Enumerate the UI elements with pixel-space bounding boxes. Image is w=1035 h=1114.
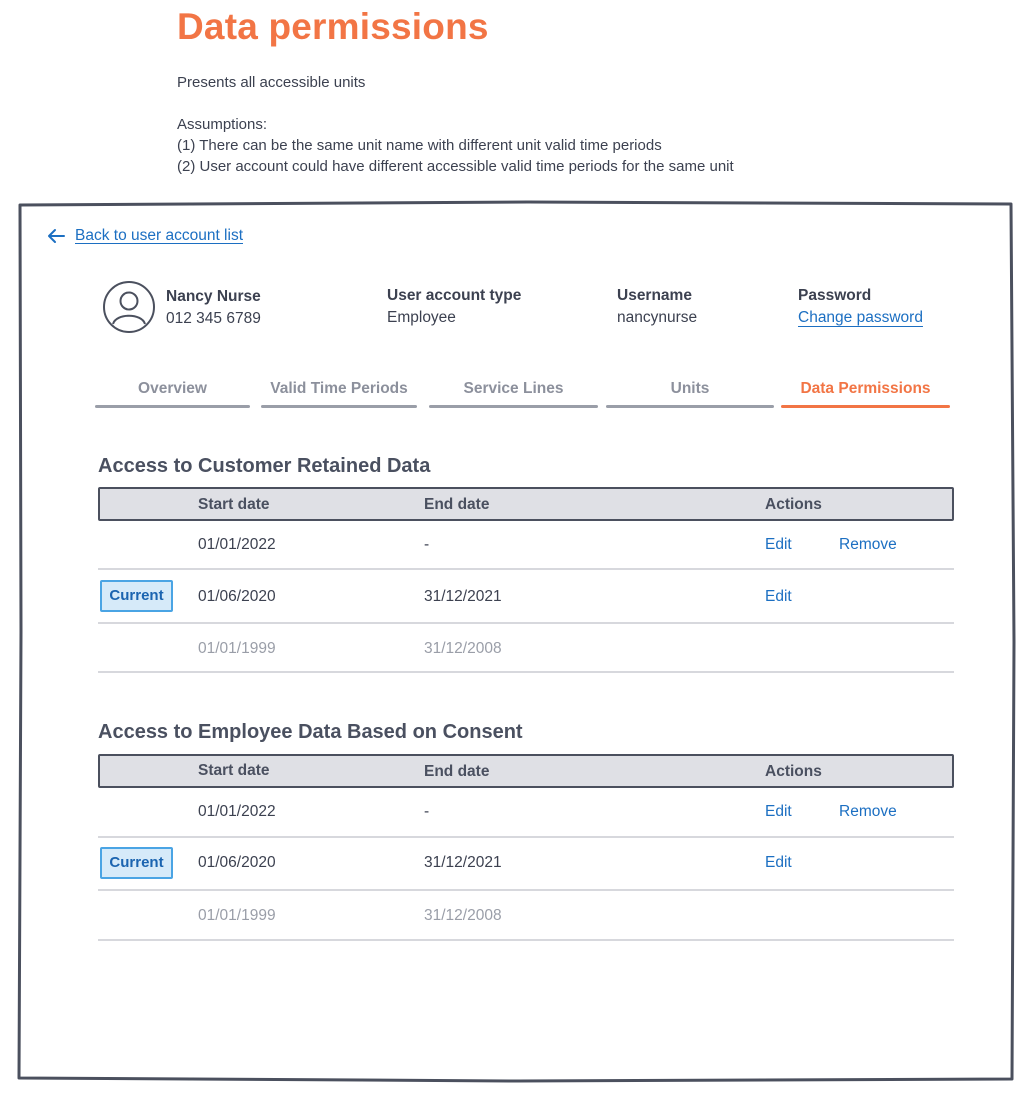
column-start-date: Start date <box>198 496 270 513</box>
section-title-employee-data-consent: Access to Employee Data Based on Consent <box>98 721 523 743</box>
start-date: 01/01/2022 <box>198 536 276 553</box>
table-row <box>98 570 954 624</box>
tab-underline <box>781 405 950 408</box>
tab-label: Data Permissions <box>800 380 931 397</box>
edit-button[interactable]: Edit <box>765 854 792 871</box>
start-date: 01/01/2022 <box>198 803 276 820</box>
tab-label: Overview <box>138 380 207 397</box>
arrow-left-icon <box>46 228 66 244</box>
tab-underline <box>429 405 598 408</box>
account-type-label: User account type <box>387 287 522 304</box>
edit-button[interactable]: Edit <box>765 803 792 820</box>
tab-underline <box>606 405 774 408</box>
account-type-value: Employee <box>387 309 456 326</box>
user-identity <box>166 286 261 330</box>
table-header <box>98 487 954 521</box>
table-row <box>98 788 954 838</box>
tab-underline <box>261 405 417 408</box>
current-badge: Current <box>100 847 173 879</box>
user-phone: 012 345 6789 <box>166 310 261 327</box>
back-link-label[interactable]: Back to user account list <box>75 227 243 244</box>
password-label: Password <box>798 287 872 304</box>
page-title: Data permissions <box>177 6 489 47</box>
tab-bar <box>95 379 951 409</box>
column-actions: Actions <box>765 496 822 513</box>
table-header <box>98 754 954 788</box>
tab-valid-time-periods[interactable] <box>261 379 417 409</box>
tab-overview[interactable] <box>95 379 250 409</box>
tab-data-permissions[interactable] <box>781 379 950 409</box>
end-date: 31/12/2021 <box>424 588 502 605</box>
page-notes <box>177 72 734 177</box>
tab-units[interactable] <box>606 379 774 409</box>
account-type-field <box>387 285 521 329</box>
table-row <box>98 838 954 891</box>
table-row <box>98 521 954 570</box>
tab-label: Valid Time Periods <box>270 380 408 397</box>
username-value: nancynurse <box>617 309 698 326</box>
table-row <box>98 624 954 673</box>
assumption-1: (1) There can be the same unit name with different unit valid time periods <box>177 137 662 154</box>
table-row <box>98 891 954 941</box>
username-field <box>617 285 697 329</box>
column-start-date: Start date <box>198 762 270 779</box>
end-date: 31/12/2008 <box>424 907 502 924</box>
column-actions: Actions <box>765 763 822 780</box>
employee-data-consent-table <box>98 754 954 941</box>
edit-button[interactable]: Edit <box>765 536 792 553</box>
edit-button[interactable]: Edit <box>765 588 792 605</box>
current-badge: Current <box>100 580 173 612</box>
tab-label: Units <box>670 380 710 397</box>
password-field <box>798 285 923 329</box>
change-password-link[interactable]: Change password <box>798 309 923 326</box>
end-date: 31/12/2008 <box>424 640 502 657</box>
tab-underline <box>95 405 250 408</box>
user-avatar-icon <box>102 280 156 334</box>
assumption-2: (2) User account could have different accessible valid time periods for the same unit <box>177 158 734 175</box>
customer-retained-data-table <box>98 487 954 673</box>
remove-button[interactable]: Remove <box>839 536 897 553</box>
end-date: - <box>424 803 430 820</box>
tab-service-lines[interactable] <box>429 379 598 409</box>
user-account-panel <box>18 202 1014 1082</box>
end-date: - <box>424 536 430 553</box>
column-end-date: End date <box>424 763 490 780</box>
tab-label: Service Lines <box>463 380 564 397</box>
user-name: Nancy Nurse <box>166 288 261 305</box>
column-end-date: End date <box>424 496 490 513</box>
start-date: 01/06/2020 <box>198 854 276 871</box>
username-label: Username <box>617 287 692 304</box>
end-date: 31/12/2021 <box>424 854 502 871</box>
assumptions-heading: Assumptions: <box>177 116 268 133</box>
start-date: 01/01/1999 <box>198 640 276 657</box>
page-description: Presents all accessible units <box>177 74 366 91</box>
start-date: 01/06/2020 <box>198 588 276 605</box>
remove-button[interactable]: Remove <box>839 803 897 820</box>
back-to-list-link[interactable] <box>46 227 243 245</box>
start-date: 01/01/1999 <box>198 907 276 924</box>
section-title-customer-retained-data: Access to Customer Retained Data <box>98 455 431 477</box>
